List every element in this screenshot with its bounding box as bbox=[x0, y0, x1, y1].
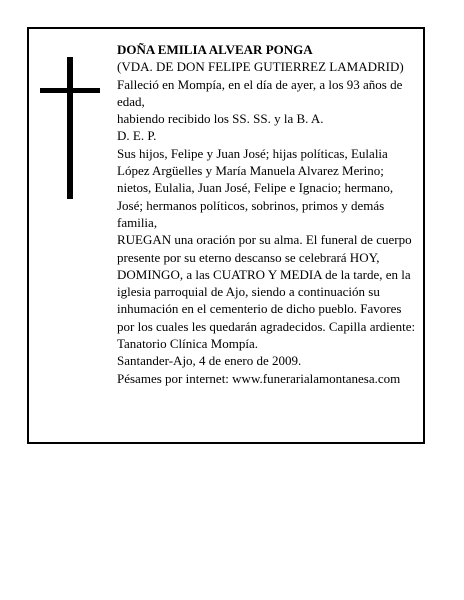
cross-icon bbox=[67, 57, 73, 199]
deceased-name: DOÑA EMILIA ALVEAR PONGA bbox=[117, 42, 313, 57]
funeral-details: RUEGAN una oración por su alma. El funeral de cuerpo presente por su eterno descanso se celebrará HOY, DOMINGO, a las CUATRO Y MEDIA de la tarde, en la iglesia parroquial de Ajo, siendo a continuación su inhumación en el cementerio de dicho pueblo. Favores por los cuales les quedarán agradecidos. Capilla ardiente: Tanatorio Clínica Mompía. bbox=[117, 232, 416, 352]
notice-body bbox=[117, 41, 421, 387]
sacraments-line: habiendo recibido los SS. SS. y la B. A. bbox=[117, 111, 324, 127]
obituary-notice bbox=[27, 27, 425, 444]
place-date: Santander-Ajo, 4 de enero de 2009. bbox=[117, 353, 302, 369]
cross-icon-arm bbox=[40, 88, 100, 93]
dep-line: D. E. P. bbox=[117, 128, 157, 144]
family-list: Sus hijos, Felipe y Juan José; hijas políticas, Eulalia López Argüelles y María Manuela Alvarez Merino; nietos, Eulalia, Juan José, Felipe e Ignacio; hermano, José; hermanos políticos, sobrinos, primos y demás familia, bbox=[117, 145, 394, 230]
widow-of-line: (VDA. DE DON FELIPE GUTIERREZ LAMADRID) bbox=[117, 59, 404, 75]
death-announcement: Falleció en Mompía, en el día de ayer, a los 93 años de edad, bbox=[117, 76, 403, 109]
condolences-line: Pésames por internet: www.funerarialamontanesa.com bbox=[117, 370, 401, 386]
